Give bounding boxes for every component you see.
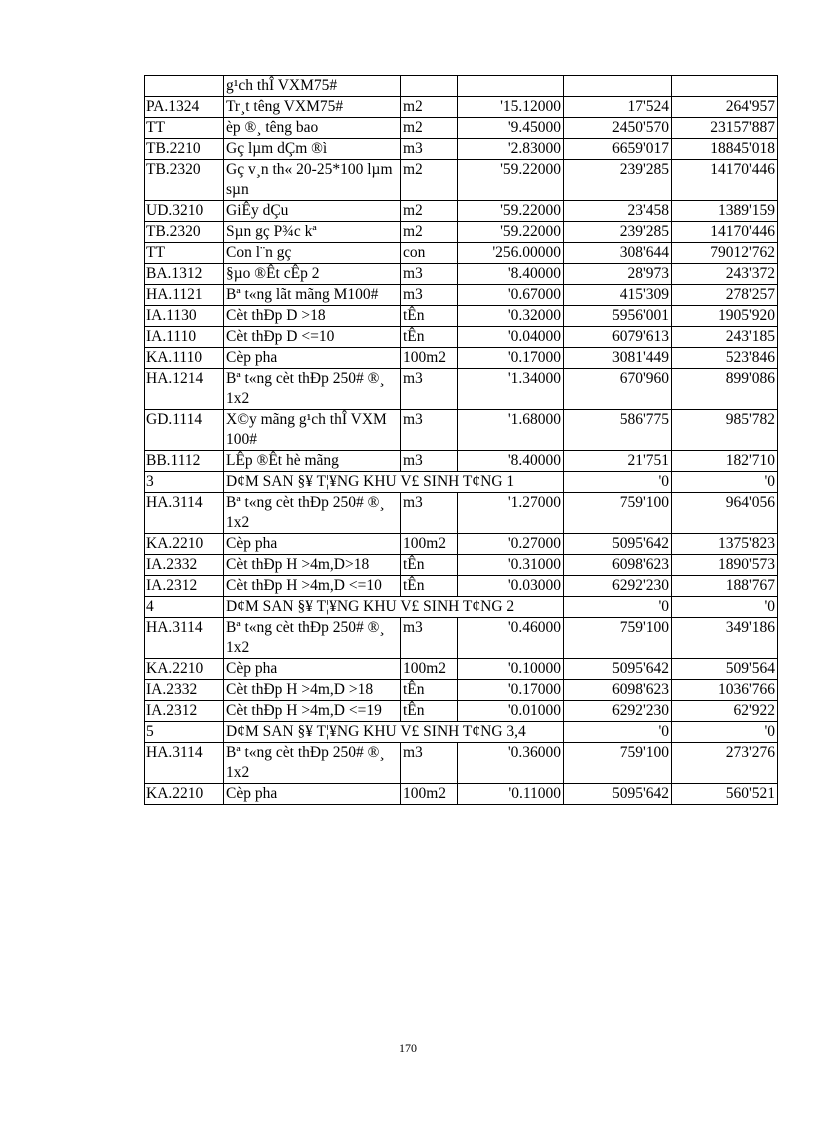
cell-qty: '0.32000 xyxy=(458,306,564,327)
cell-price: 239'285 xyxy=(564,222,672,243)
table-row xyxy=(145,327,778,348)
table-row xyxy=(145,659,778,680)
cell-unit: 100m2 xyxy=(401,784,458,805)
cell-unit: 100m2 xyxy=(401,348,458,369)
cell-amount: 23157'887 xyxy=(672,118,778,139)
cell-code: IA.1110 xyxy=(145,327,224,348)
cell-code: HA.3114 xyxy=(145,493,224,534)
table-row xyxy=(145,348,778,369)
cell-amount: 509'564 xyxy=(672,659,778,680)
table-row xyxy=(145,222,778,243)
cell-desc: GiÊy dÇu xyxy=(224,201,401,222)
cell-qty: '0.03000 xyxy=(458,576,564,597)
cell-unit: tÊn xyxy=(401,680,458,701)
cell-code: UD.3210 xyxy=(145,201,224,222)
cell-desc: Bª t«ng cèt thÐp 250# ®¸ 1x2 xyxy=(224,618,401,659)
cell-code: KA.2210 xyxy=(145,784,224,805)
estimate-table-body xyxy=(145,76,778,805)
cell-desc: D¢M SAN §¥ T¦¥NG KHU V£ SINH T¢NG 3,4 xyxy=(224,722,564,743)
cell-qty: '8.40000 xyxy=(458,264,564,285)
cell-unit: m3 xyxy=(401,139,458,160)
cell-qty: '2.83000 xyxy=(458,139,564,160)
cell-desc: Gç lµm dÇm ®ì xyxy=(224,139,401,160)
cell-code: 3 xyxy=(145,472,224,493)
table-row xyxy=(145,451,778,472)
cell-unit: tÊn xyxy=(401,701,458,722)
cell-qty: '0.27000 xyxy=(458,534,564,555)
cell-price: 6292'230 xyxy=(564,701,672,722)
cell-unit: tÊn xyxy=(401,576,458,597)
cell-desc: X©y mãng g¹ch thÎ VXM 100# xyxy=(224,410,401,451)
cell-unit: con xyxy=(401,243,458,264)
cell-qty: '59.22000 xyxy=(458,222,564,243)
cell-code: TB.2320 xyxy=(145,222,224,243)
cell-amount: 273'276 xyxy=(672,743,778,784)
cell-code: IA.2332 xyxy=(145,680,224,701)
cell-price: '0 xyxy=(564,597,672,618)
cell-price: '0 xyxy=(564,472,672,493)
cell-unit xyxy=(401,76,458,97)
table-row xyxy=(145,264,778,285)
cell-qty: '0.17000 xyxy=(458,680,564,701)
cell-price: 6079'613 xyxy=(564,327,672,348)
cell-amount: 182'710 xyxy=(672,451,778,472)
cell-price: 759'100 xyxy=(564,618,672,659)
cell-amount: 523'846 xyxy=(672,348,778,369)
cell-qty: '8.40000 xyxy=(458,451,564,472)
cell-unit: m2 xyxy=(401,160,458,201)
cell-price: 5095'642 xyxy=(564,534,672,555)
cell-amount: 1389'159 xyxy=(672,201,778,222)
cell-price: 586'775 xyxy=(564,410,672,451)
cell-qty: '0.31000 xyxy=(458,555,564,576)
cell-desc: Cèt thÐp H >4m,D >18 xyxy=(224,680,401,701)
cell-desc: Gç v¸n th« 20-25*100 lµm sµn xyxy=(224,160,401,201)
cell-unit: tÊn xyxy=(401,327,458,348)
cell-code: IA.2332 xyxy=(145,555,224,576)
cell-amount: 14170'446 xyxy=(672,160,778,201)
cell-desc: LÊp ®Êt hè mãng xyxy=(224,451,401,472)
cell-desc: Cèt thÐp H >4m,D <=19 xyxy=(224,701,401,722)
cell-code xyxy=(145,76,224,97)
cell-code: TT xyxy=(145,118,224,139)
cell-code: BA.1312 xyxy=(145,264,224,285)
cell-unit: m3 xyxy=(401,264,458,285)
cell-amount: 1375'823 xyxy=(672,534,778,555)
table-row xyxy=(145,369,778,410)
table-row xyxy=(145,118,778,139)
cell-qty: '0.04000 xyxy=(458,327,564,348)
cell-amount: 1036'766 xyxy=(672,680,778,701)
cell-amount: 560'521 xyxy=(672,784,778,805)
cell-unit: m3 xyxy=(401,369,458,410)
cell-desc: Cèt thÐp D <=10 xyxy=(224,327,401,348)
table-row xyxy=(145,306,778,327)
section-row xyxy=(145,722,778,743)
cell-amount: 62'922 xyxy=(672,701,778,722)
cell-desc: Sµn gç P¾c kª xyxy=(224,222,401,243)
cell-price: 5956'001 xyxy=(564,306,672,327)
cell-code: BB.1112 xyxy=(145,451,224,472)
cell-qty: '0.10000 xyxy=(458,659,564,680)
cell-price: 308'644 xyxy=(564,243,672,264)
cell-desc: Bª t«ng cèt thÐp 250# ®¸ 1x2 xyxy=(224,493,401,534)
cell-qty: '15.12000 xyxy=(458,97,564,118)
cell-code: HA.1121 xyxy=(145,285,224,306)
cell-code: GD.1114 xyxy=(145,410,224,451)
table-row xyxy=(145,701,778,722)
cell-unit: m3 xyxy=(401,410,458,451)
cell-amount: 243'185 xyxy=(672,327,778,348)
cell-amount: 18845'018 xyxy=(672,139,778,160)
cell-amount: 264'957 xyxy=(672,97,778,118)
cell-qty: '1.34000 xyxy=(458,369,564,410)
cell-unit: m2 xyxy=(401,118,458,139)
cell-price: 6098'623 xyxy=(564,555,672,576)
table-row xyxy=(145,201,778,222)
table-row xyxy=(145,680,778,701)
estimate-table xyxy=(144,75,778,805)
cell-price: 670'960 xyxy=(564,369,672,410)
cell-desc: èp ®¸ têng bao xyxy=(224,118,401,139)
cell-price: 6659'017 xyxy=(564,139,672,160)
cell-unit: 100m2 xyxy=(401,534,458,555)
cell-desc: D¢M SAN §¥ T¦¥NG KHU V£ SINH T¢NG 1 xyxy=(224,472,564,493)
table-row xyxy=(145,534,778,555)
cell-qty: '0.01000 xyxy=(458,701,564,722)
cell-desc: D¢M SAN §¥ T¦¥NG KHU V£ SINH T¢NG 2 xyxy=(224,597,564,618)
table-row xyxy=(145,493,778,534)
cell-desc: Cèp pha xyxy=(224,659,401,680)
cell-desc: Con l¨n gç xyxy=(224,243,401,264)
cell-price: 23'458 xyxy=(564,201,672,222)
cell-code: HA.3114 xyxy=(145,618,224,659)
table-row xyxy=(145,743,778,784)
cell-price: 2450'570 xyxy=(564,118,672,139)
cell-code: 4 xyxy=(145,597,224,618)
section-row xyxy=(145,472,778,493)
cell-qty: '9.45000 xyxy=(458,118,564,139)
cell-amount: 243'372 xyxy=(672,264,778,285)
cell-price xyxy=(564,76,672,97)
cell-price: 21'751 xyxy=(564,451,672,472)
cell-code: IA.1130 xyxy=(145,306,224,327)
cell-qty: '0.11000 xyxy=(458,784,564,805)
cell-qty: '0.46000 xyxy=(458,618,564,659)
cell-amount: 79012'762 xyxy=(672,243,778,264)
cell-amount: 1905'920 xyxy=(672,306,778,327)
cell-unit: m3 xyxy=(401,285,458,306)
cell-code: IA.2312 xyxy=(145,701,224,722)
cell-amount: 1890'573 xyxy=(672,555,778,576)
cell-amount: '0 xyxy=(672,597,778,618)
cell-amount: '0 xyxy=(672,472,778,493)
cell-unit: 100m2 xyxy=(401,659,458,680)
cell-price: 6098'623 xyxy=(564,680,672,701)
cell-amount: 278'257 xyxy=(672,285,778,306)
cell-code: PA.1324 xyxy=(145,97,224,118)
cell-amount: 964'056 xyxy=(672,493,778,534)
cell-price: 17'524 xyxy=(564,97,672,118)
cell-qty: '1.68000 xyxy=(458,410,564,451)
cell-unit: m3 xyxy=(401,451,458,472)
cell-price: 759'100 xyxy=(564,743,672,784)
table-row xyxy=(145,97,778,118)
cell-desc: Cèt thÐp H >4m,D <=10 xyxy=(224,576,401,597)
table-row xyxy=(145,139,778,160)
table-row xyxy=(145,243,778,264)
table-row xyxy=(145,784,778,805)
cell-amount: 188'767 xyxy=(672,576,778,597)
table-row xyxy=(145,285,778,306)
cell-code: KA.2210 xyxy=(145,659,224,680)
table-row xyxy=(145,76,778,97)
cell-unit: m2 xyxy=(401,222,458,243)
table-row xyxy=(145,410,778,451)
cell-price: 6292'230 xyxy=(564,576,672,597)
cell-unit: m3 xyxy=(401,743,458,784)
cell-amount: 14170'446 xyxy=(672,222,778,243)
cell-desc: Tr¸t têng VXM75# xyxy=(224,97,401,118)
cell-code: 5 xyxy=(145,722,224,743)
cell-qty xyxy=(458,76,564,97)
cell-amount: '0 xyxy=(672,722,778,743)
cell-unit: m3 xyxy=(401,493,458,534)
cell-desc: Cèt thÐp H >4m,D>18 xyxy=(224,555,401,576)
cell-code: HA.3114 xyxy=(145,743,224,784)
cell-unit: m2 xyxy=(401,97,458,118)
section-row xyxy=(145,597,778,618)
cell-unit: m3 xyxy=(401,618,458,659)
cell-desc: Bª t«ng cèt thÐp 250# ®¸ 1x2 xyxy=(224,369,401,410)
cell-desc: §µo ®Êt cÊp 2 xyxy=(224,264,401,285)
cell-unit: tÊn xyxy=(401,306,458,327)
table-row xyxy=(145,555,778,576)
cell-price: '0 xyxy=(564,722,672,743)
table-row xyxy=(145,576,778,597)
cell-qty: '59.22000 xyxy=(458,160,564,201)
cell-price: 3081'449 xyxy=(564,348,672,369)
cell-desc: Cèt thÐp D >18 xyxy=(224,306,401,327)
cell-unit: m2 xyxy=(401,201,458,222)
cell-price: 5095'642 xyxy=(564,784,672,805)
cell-code: TB.2320 xyxy=(145,160,224,201)
cell-amount: 899'086 xyxy=(672,369,778,410)
cell-desc: Cèp pha xyxy=(224,348,401,369)
cell-code: KA.2210 xyxy=(145,534,224,555)
cell-desc: Cèp pha xyxy=(224,534,401,555)
cell-desc: Cèp pha xyxy=(224,784,401,805)
cell-code: TB.2210 xyxy=(145,139,224,160)
table-row xyxy=(145,160,778,201)
cell-unit: tÊn xyxy=(401,555,458,576)
cell-price: 759'100 xyxy=(564,493,672,534)
cell-desc: g¹ch thÎ VXM75# xyxy=(224,76,401,97)
cell-qty: '0.36000 xyxy=(458,743,564,784)
cell-desc: Bª t«ng lãt mãng M100# xyxy=(224,285,401,306)
cell-price: 28'973 xyxy=(564,264,672,285)
cell-code: KA.1110 xyxy=(145,348,224,369)
cell-qty: '59.22000 xyxy=(458,201,564,222)
cell-price: 415'309 xyxy=(564,285,672,306)
cell-price: 239'285 xyxy=(564,160,672,201)
cell-qty: '0.17000 xyxy=(458,348,564,369)
cell-price: 5095'642 xyxy=(564,659,672,680)
cell-qty: '0.67000 xyxy=(458,285,564,306)
cell-qty: '1.27000 xyxy=(458,493,564,534)
cell-amount: 349'186 xyxy=(672,618,778,659)
cell-desc: Bª t«ng cèt thÐp 250# ®¸ 1x2 xyxy=(224,743,401,784)
cell-amount xyxy=(672,76,778,97)
cell-code: HA.1214 xyxy=(145,369,224,410)
table-row xyxy=(145,618,778,659)
cell-code: TT xyxy=(145,243,224,264)
cell-code: IA.2312 xyxy=(145,576,224,597)
cell-amount: 985'782 xyxy=(672,410,778,451)
cell-qty: '256.00000 xyxy=(458,243,564,264)
page-number: 170 xyxy=(399,1041,417,1055)
